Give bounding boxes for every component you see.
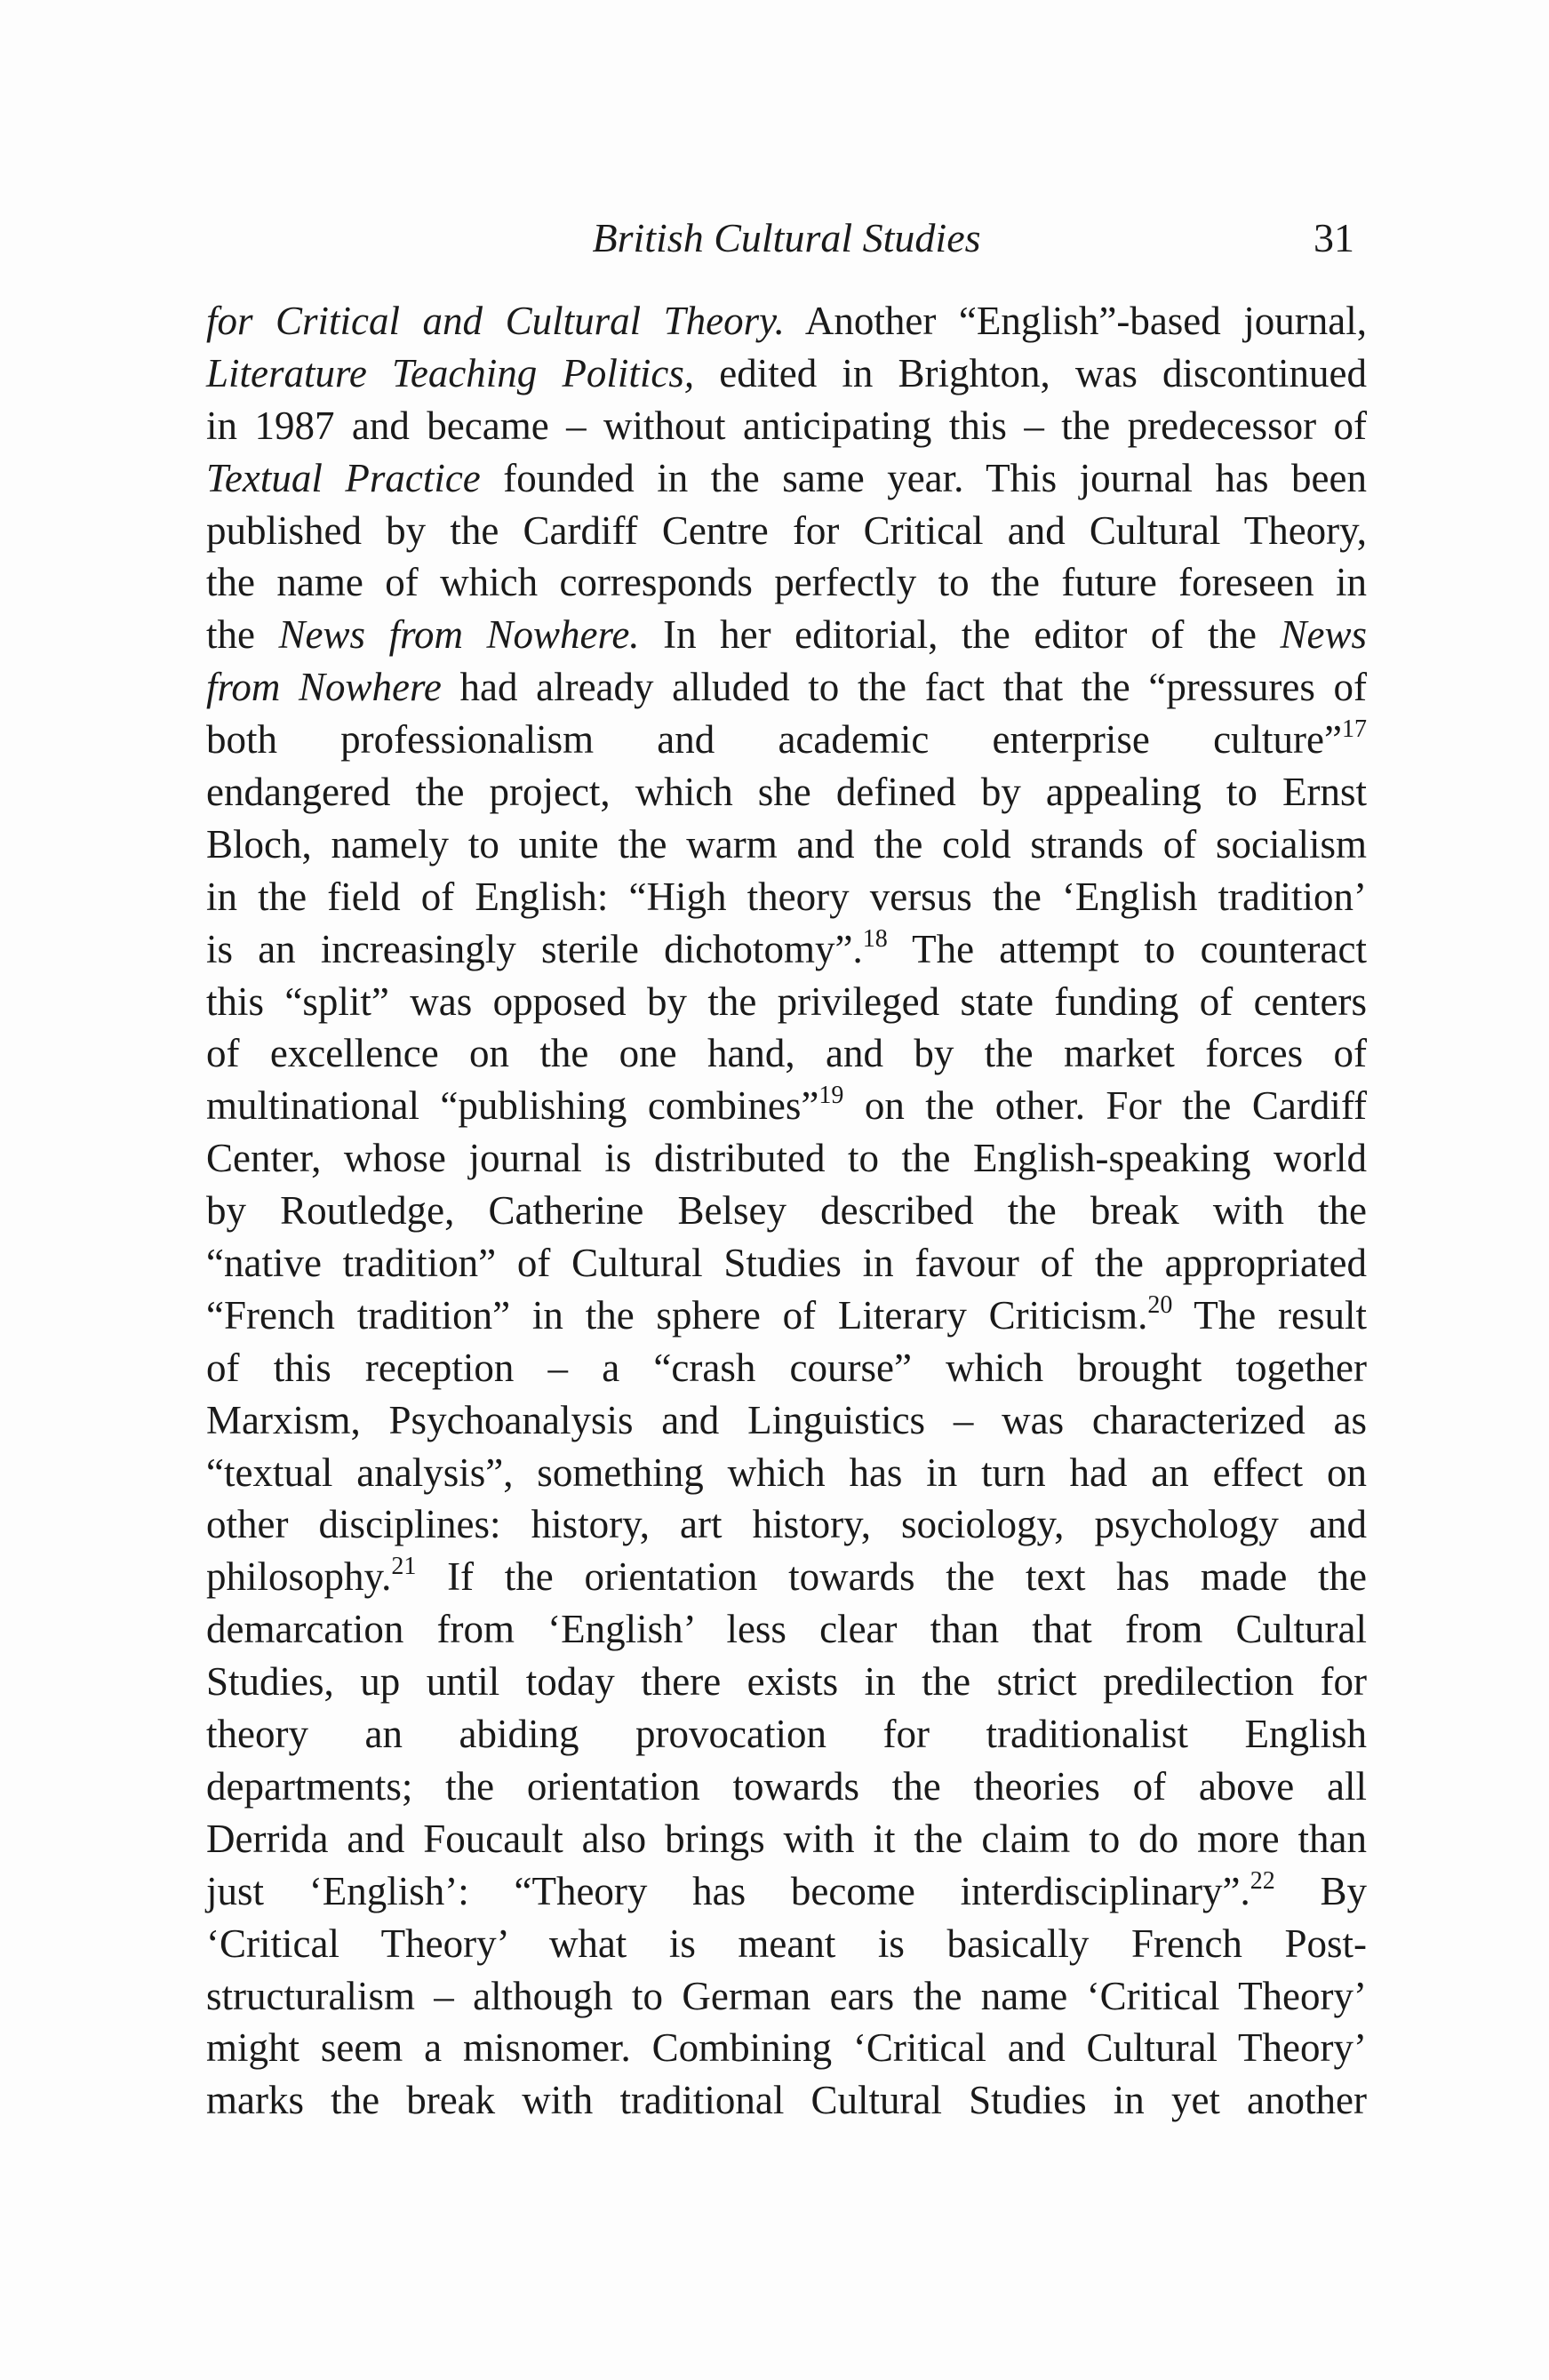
- text-line: [206, 1290, 1367, 1342]
- text-run: Center, whose journal is distributed to the English-speaking world: [206, 1136, 1367, 1181]
- text-line: [206, 976, 1367, 1028]
- text-line: [206, 452, 1367, 505]
- text-line: [206, 2022, 1367, 2074]
- italic-title: Textual Practice: [206, 455, 481, 500]
- text-line: [206, 819, 1367, 871]
- text-run: endangered the project, which she defined by appealing to Ernst: [206, 770, 1367, 815]
- text-run: multinational “publishing combines”: [206, 1083, 819, 1129]
- text-line: [206, 505, 1367, 557]
- text-line: [206, 1394, 1367, 1447]
- text-line: [206, 714, 1367, 766]
- text-run: by Routledge, Catherine Belsey described the break with the: [206, 1188, 1367, 1234]
- italic-title: from Nowhere: [206, 665, 442, 710]
- running-title: British Cultural Studies: [592, 215, 981, 260]
- text-run: edited in Brighton, was discontinued: [694, 350, 1367, 395]
- text-run: ‘Critical Theory’ what is meant is basically French Post-: [206, 1921, 1367, 1966]
- text-run: is an increasingly sterile dichotomy”.: [206, 926, 863, 971]
- text-line: [206, 1132, 1367, 1185]
- text-run: this “split” was opposed by the privileged state funding of centers: [206, 978, 1367, 1024]
- text-line: [206, 1813, 1367, 1865]
- text-run: theory an abiding provocation for traditionalist English: [206, 1712, 1367, 1757]
- text-line: [206, 1080, 1367, 1132]
- text-run: in the field of English: “High theory versus the ‘English tradition’: [206, 874, 1367, 919]
- text-run: “textual analysis”, something which has in turn had an effect on: [206, 1450, 1367, 1495]
- text-line: [206, 347, 1367, 400]
- text-run: Another “English”-based journal,: [784, 299, 1367, 343]
- text-run: the name of which corresponds perfectly to the future foreseen in: [206, 560, 1367, 605]
- text-run: philosophy.: [206, 1554, 392, 1600]
- text-run: “French tradition” in the sphere of Literary Criticism.: [206, 1292, 1148, 1338]
- text-line: [206, 295, 1367, 347]
- text-line: [206, 1918, 1367, 1970]
- page-number: 31: [1313, 215, 1354, 260]
- text-line: [206, 400, 1367, 452]
- text-line: [206, 1970, 1367, 2023]
- text-run: of this reception – a “crash course” which brought together: [206, 1345, 1367, 1390]
- text-line: [206, 1865, 1367, 1918]
- text-run: departments; the orientation towards the theories of above all: [206, 1763, 1367, 1809]
- footnote-marker: 22: [1250, 1866, 1275, 1895]
- text-line: [206, 1498, 1367, 1551]
- text-line: [206, 1551, 1367, 1603]
- text-run: If the orientation towards the text has made the: [416, 1554, 1367, 1600]
- text-line: [206, 1656, 1367, 1708]
- text-run: might seem a misnomer. Combining ‘Critical and Cultural Theory’: [206, 2025, 1367, 2071]
- text-line: [206, 2074, 1367, 2127]
- footnote-marker: 20: [1147, 1290, 1173, 1319]
- text-run: of excellence on the one hand, and by the market forces of: [206, 1031, 1367, 1076]
- text-line: [206, 923, 1367, 976]
- footnote-marker: 19: [818, 1082, 844, 1110]
- text-run: marks the break with traditional Cultural Studies in yet another: [206, 2078, 1367, 2123]
- text-line: [206, 1708, 1367, 1761]
- text-run: on the other. For the Cardiff: [843, 1083, 1367, 1129]
- text-run: had already alluded to the fact that the “pressures of: [441, 665, 1367, 710]
- body-paragraph: [206, 295, 1367, 2127]
- text-run: Bloch, namely to unite the warm and the cold strands of socialism: [206, 821, 1367, 867]
- text-line: [206, 871, 1367, 923]
- italic-title: News: [1280, 612, 1367, 658]
- text-line: [206, 1447, 1367, 1499]
- text-run: demarcation from ‘English’ less clear than that from Cultural: [206, 1607, 1367, 1652]
- italic-title: News from Nowhere.: [278, 612, 640, 658]
- text-run: in 1987 and became – without anticipating this – the predecessor of: [206, 403, 1367, 448]
- text-line: [206, 609, 1367, 661]
- footnote-marker: 17: [1342, 715, 1367, 744]
- italic-title: for Critical and Cultural Theory.: [206, 299, 785, 343]
- text-line: [206, 766, 1367, 819]
- text-run: “native tradition” of Cultural Studies in favour of the appropriated: [206, 1241, 1367, 1286]
- text-run: other disciplines: history, art history, sociology, psychology and: [206, 1502, 1367, 1547]
- text-run: Marxism, Psychoanalysis and Linguistics – was characterized as: [206, 1397, 1367, 1442]
- text-run: the: [206, 612, 279, 658]
- text-run: just ‘English’: “Theory has become interdisciplinary”.: [206, 1868, 1250, 1913]
- text-run: Studies, up until today there exists in the strict predilection for: [206, 1659, 1367, 1705]
- text-run: founded in the same year. This journal has been: [480, 455, 1367, 500]
- text-line: [206, 1761, 1367, 1813]
- running-head: [206, 212, 1367, 265]
- italic-title: Literature Teaching Politics,: [206, 350, 695, 395]
- text-line: [206, 556, 1367, 609]
- text-line: [206, 1603, 1367, 1656]
- text-line: [206, 1027, 1367, 1080]
- text-run: structuralism – although to German ears the name ‘Critical Theory’: [206, 1973, 1367, 2018]
- text-run: The attempt to counteract: [887, 926, 1367, 971]
- text-run: By: [1274, 1868, 1368, 1913]
- text-run: In her editorial, the editor of the: [639, 612, 1281, 658]
- text-run: published by the Cardiff Centre for Critical and Cultural Theory,: [206, 507, 1367, 553]
- text-line: [206, 1237, 1367, 1290]
- footnote-marker: 18: [862, 924, 888, 953]
- text-line: [206, 661, 1367, 714]
- text-run: Derrida and Foucault also brings with it the claim to do more than: [206, 1816, 1367, 1861]
- text-line: [206, 1342, 1367, 1394]
- text-line: [206, 1185, 1367, 1237]
- text-run: The result: [1172, 1292, 1368, 1338]
- footnote-marker: 21: [391, 1553, 417, 1581]
- text-run: both professionalism and academic enterprise culture”: [206, 717, 1342, 763]
